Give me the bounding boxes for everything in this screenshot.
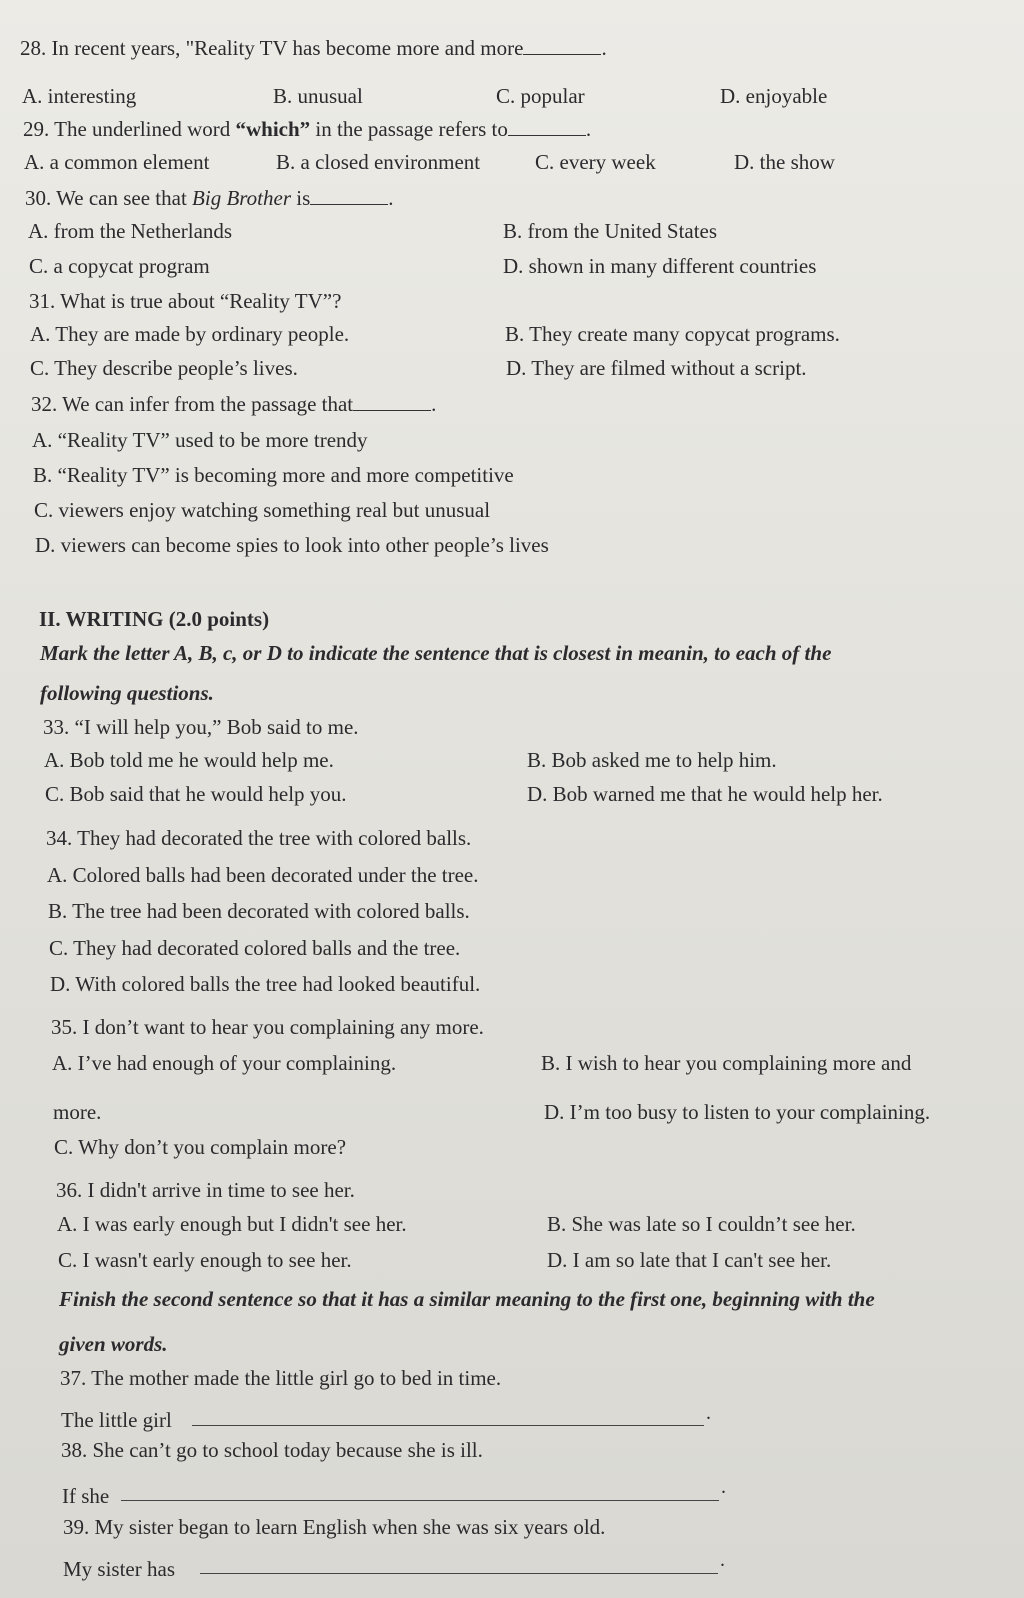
instruction-2: [0, 1283, 1024, 1315]
question-37: [0, 1362, 1024, 1394]
option-a: A. interesting: [22, 84, 137, 108]
question-stem: [20, 32, 607, 64]
rewrite-37: [0, 1404, 1024, 1436]
question-stem: 38. She can’t go to school today because she is ill.: [61, 1438, 483, 1462]
option-c: C. popular: [496, 84, 585, 108]
stem-text: 32. We can infer from the passage that: [31, 392, 354, 416]
options-30-row2: [0, 250, 1024, 282]
stem-end: .: [388, 186, 394, 210]
option-34-c: [0, 932, 1024, 964]
option-c: C. every week: [535, 150, 656, 174]
option-a: A. I’ve had enough of your complaining.: [52, 1051, 397, 1075]
question-28: [0, 32, 1024, 64]
answer-end-38: .: [721, 1476, 726, 1498]
question-31: [0, 285, 1024, 317]
option-c: C. They describe people’s lives.: [30, 356, 298, 380]
instruction-1-cont: [0, 677, 1024, 709]
option-b: B. unusual: [273, 84, 363, 108]
option-d: D. They are filmed without a script.: [506, 356, 807, 380]
options-28: [0, 80, 1024, 112]
options-33-row1: [0, 744, 1024, 776]
option-c: C. I wasn't early enough to see her.: [58, 1248, 352, 1272]
option-34-b: [0, 895, 1024, 927]
question-stem: 35. I don’t want to hear you complaining any more.: [51, 1015, 484, 1039]
option-b-continued: more.: [53, 1100, 102, 1124]
option-b: B. a closed environment: [276, 150, 481, 174]
option-a: A. They are made by ordinary people.: [30, 322, 350, 346]
options-31-row1: [0, 318, 1024, 350]
writing-heading: II. WRITING (2.0 points): [39, 607, 270, 631]
option-c: C. a copycat program: [29, 254, 210, 278]
option-32-a: [0, 424, 1024, 456]
option-32-c: [0, 494, 1024, 526]
options-29: [0, 146, 1024, 178]
underlined-keyword: “which”: [235, 117, 311, 141]
instruction-text-cont: following questions.: [40, 681, 214, 705]
question-stem: 33. “I will help you,” Bob said to me.: [43, 715, 359, 739]
options-30-row1: [0, 215, 1024, 247]
question-36: [0, 1174, 1024, 1206]
answer-line-37[interactable]: [192, 1425, 704, 1426]
question-38: [0, 1434, 1024, 1466]
option-b: B. I wish to hear you complaining more and: [541, 1051, 912, 1075]
instruction-text-cont: given words.: [59, 1332, 168, 1356]
question-stem: 36. I didn't arrive in time to see her.: [56, 1178, 355, 1202]
question-stem: 31. What is true about “Reality TV”?: [29, 289, 342, 313]
question-34: [0, 822, 1024, 854]
option-34-d: [0, 968, 1024, 1000]
instruction-text: Finish the second sentence so that it has a similar meaning to the first one, beginning with the: [59, 1287, 875, 1311]
option-c: C. They had decorated colored balls and the tree.: [49, 936, 461, 960]
stem-text: 30. We can see that: [25, 186, 193, 210]
option-a: A. a common element: [24, 150, 210, 174]
option-c: C. Bob said that he would help you.: [45, 782, 347, 806]
question-32: [0, 388, 1024, 420]
stem-text: 28. In recent years, "Reality TV has become more and more: [20, 36, 524, 60]
question-39: [0, 1511, 1024, 1543]
question-30: [0, 182, 1024, 214]
stem-text-2: is: [291, 186, 311, 210]
answer-line-39[interactable]: [200, 1573, 718, 1574]
options-35-row1: [0, 1047, 1024, 1079]
option-d: D. Bob warned me that he would help her.: [527, 782, 883, 806]
answer-blank: [523, 54, 601, 55]
options-36-row2: [0, 1244, 1024, 1276]
options-33-row2: [0, 778, 1024, 810]
option-a: A. Bob told me he would help me.: [44, 748, 334, 772]
section-heading: [0, 603, 1024, 635]
option-c: C. viewers enjoy watching something real but unusual: [34, 498, 491, 522]
option-32-d: [0, 529, 1024, 561]
question-stem: 39. My sister began to learn English when she was six years old.: [63, 1515, 606, 1539]
rewrite-prompt: My sister has: [63, 1557, 175, 1581]
question-33: [0, 711, 1024, 743]
options-31-row2: [0, 352, 1024, 384]
option-34-a: [0, 859, 1024, 891]
instruction-text: Mark the letter A, B, c, or D to indicate the sentence that is closest in meanin, to each of the: [40, 641, 832, 665]
question-stem: [23, 113, 591, 145]
answer-blank: [353, 410, 431, 411]
stem-text: 29. The underlined word: [23, 117, 236, 141]
stem-end: .: [601, 36, 607, 60]
option-b: B. She was late so I couldn’t see her.: [547, 1212, 856, 1236]
option-b: B. “Reality TV” is becoming more and more competitive: [33, 463, 514, 487]
options-35-row2: [0, 1096, 1024, 1128]
answer-blank: [508, 135, 586, 136]
option-b: B. The tree had been decorated with colored balls.: [48, 899, 470, 923]
stem-end: .: [585, 117, 592, 141]
option-d: D. shown in many different countries: [503, 254, 817, 278]
stem-end: .: [431, 392, 437, 416]
answer-line-38[interactable]: [121, 1500, 719, 1501]
question-stem: 34. They had decorated the tree with colored balls.: [46, 826, 472, 850]
question-stem: 37. The mother made the little girl go to bed in time.: [60, 1366, 502, 1390]
option-d: D. the show: [734, 150, 835, 174]
answer-blank: [310, 204, 388, 205]
answer-end-39: .: [720, 1549, 725, 1571]
show-title: Big Brother: [192, 186, 291, 210]
rewrite-prompt: The little girl: [61, 1408, 172, 1432]
option-a: A. from the Netherlands: [28, 219, 233, 243]
question-29: [0, 113, 1024, 145]
option-b: B. from the United States: [503, 219, 718, 243]
rewrite-38: [0, 1480, 1024, 1512]
option-d: D. With colored balls the tree had looked beautiful.: [50, 972, 481, 996]
rewrite-39: [0, 1553, 1024, 1585]
stem-text-2: in the passage refers to: [310, 117, 508, 141]
option-d: D. I’m too busy to listen to your complaining.: [544, 1100, 931, 1124]
option-c: C. Why don’t you complain more?: [54, 1135, 347, 1159]
instruction-2-cont: [0, 1328, 1024, 1360]
option-b: B. They create many copycat programs.: [505, 322, 840, 346]
question-stem: [25, 182, 394, 214]
option-32-b: [0, 459, 1024, 491]
options-36-row1: [0, 1208, 1024, 1240]
options-35-row3: [0, 1131, 1024, 1163]
question-35: [0, 1011, 1024, 1043]
option-d: D. enjoyable: [720, 84, 828, 108]
answer-end-37: .: [706, 1402, 711, 1424]
option-d: D. I am so late that I can't see her.: [547, 1248, 832, 1272]
rewrite-prompt: If she: [62, 1484, 110, 1508]
option-a: A. I was early enough but I didn't see her.: [57, 1212, 407, 1236]
instruction-1: [0, 637, 1024, 669]
option-d: D. viewers can become spies to look into other people’s lives: [35, 533, 549, 557]
option-a: A. “Reality TV” used to be more trendy: [32, 428, 368, 452]
option-a: A. Colored balls had been decorated under the tree.: [47, 863, 479, 887]
option-b: B. Bob asked me to help him.: [527, 748, 777, 772]
question-stem: [31, 388, 436, 420]
